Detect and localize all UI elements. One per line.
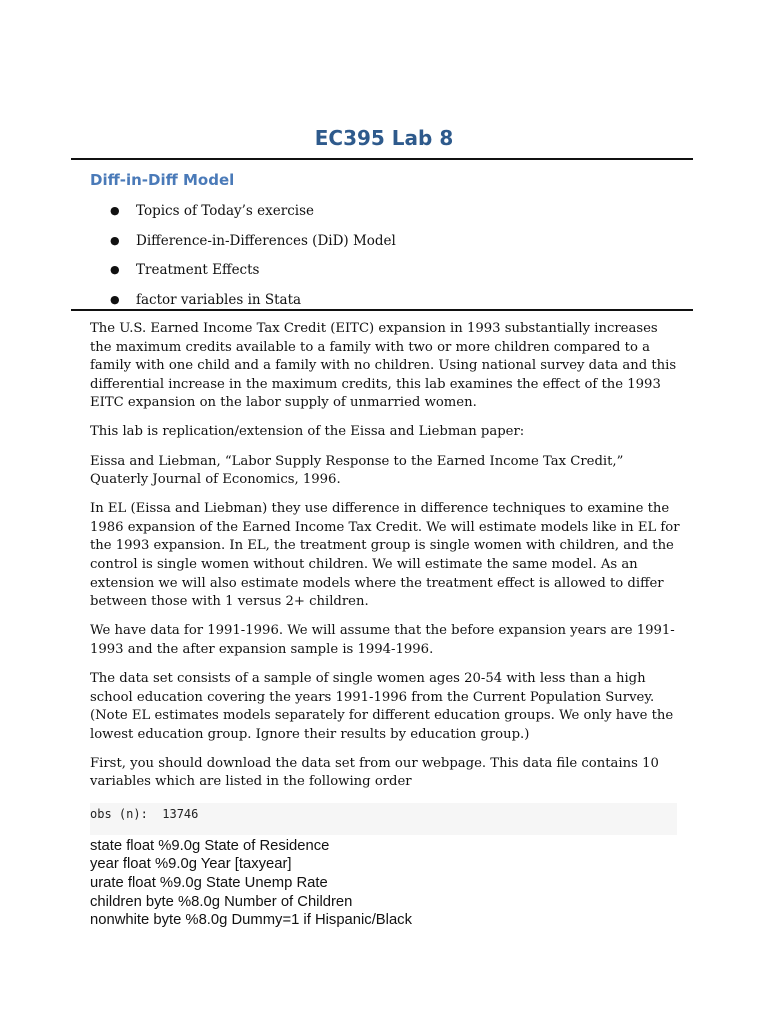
topic-item (110, 289, 396, 319)
body-paragraph: The data set consists of a sample of single women ages 20-54 with less than a high school education covering the years 1991-1996 from the Current Population Survey. (Note EL estimates models separately for different education groups. We only have the lowest education group. Ignore their results by education group.) (90, 671, 674, 742)
body-content (90, 320, 680, 930)
body-paragraph: In EL (Eissa and Liebman) they use difference in difference techniques to examine the 1986 expansion of the Earned Income Tax Credit. We will estimate models like in EL for the 1993 expansion. In EL, the treatment group is single women with children, and the control is single women without children. We will estimate the same model. As an extension we will also estimate models where the treatment effect is allowed to differ between those with 1 versus 2+ children. (90, 501, 680, 610)
citation-paragraph: Eissa and Liebman, “Labor Supply Response to the Earned Income Tax Credit,” Quaterly Journal of Economics, 1996. (90, 453, 624, 488)
section-heading: Diff-in-Diff Model (90, 171, 235, 189)
topic-item (110, 259, 396, 289)
topic-item-label: factor variables in Stata (136, 292, 302, 309)
body-paragraph: The U.S. Earned Income Tax Credit (EITC) expansion in 1993 substantially increases the maximum credits available to a family with two or more children compared to a family with one child and a family with no children. Using national survey data and this differential increase in the maximum credits, this lab examines the effect of the 1993 EITC expansion on the labor supply of unmarried women. (90, 321, 677, 411)
page-title: EC395 Lab 8 (314, 126, 454, 150)
header-divider (71, 158, 693, 160)
section-divider (71, 309, 693, 311)
topic-item-label: Treatment Effects (136, 262, 260, 279)
body-paragraph: We have data for 1991-1996. We will assume that the before expansion years are 1991-1993 and the after expansion sample is 1994-1996. (90, 623, 675, 657)
variable-line: urate float %9.0g State Unemp Rate (90, 874, 328, 891)
variable-line: state float %9.0g State of Residence (90, 837, 330, 854)
bullet-icon: ● (110, 293, 120, 307)
body-paragraph: This lab is replication/extension of the Eissa and Liebman paper: (90, 424, 525, 440)
bullet-icon: ● (110, 233, 120, 247)
variable-line: children byte %8.0g Number of Children (90, 893, 353, 910)
variable-list (90, 837, 680, 931)
variable-line: nonwhite byte %8.0g Dummy=1 if Hispanic/Black (90, 912, 412, 929)
topic-item-label: Difference-in-Differences (DiD) Model (136, 232, 396, 249)
code-block: obs (n): 13746 (90, 803, 677, 835)
bullet-icon: ● (110, 204, 120, 217)
variable-line: year float %9.0g Year [taxyear] (90, 856, 292, 873)
topic-item (110, 230, 396, 260)
topics-list (110, 200, 396, 319)
bullet-icon: ● (110, 263, 120, 277)
body-paragraph: First, you should download the data set from our webpage. This data file contains 10 variables which are listed in the following order (90, 755, 659, 790)
topic-item-label: Topics of Today’s exercise (136, 203, 314, 219)
topic-item (110, 200, 396, 230)
